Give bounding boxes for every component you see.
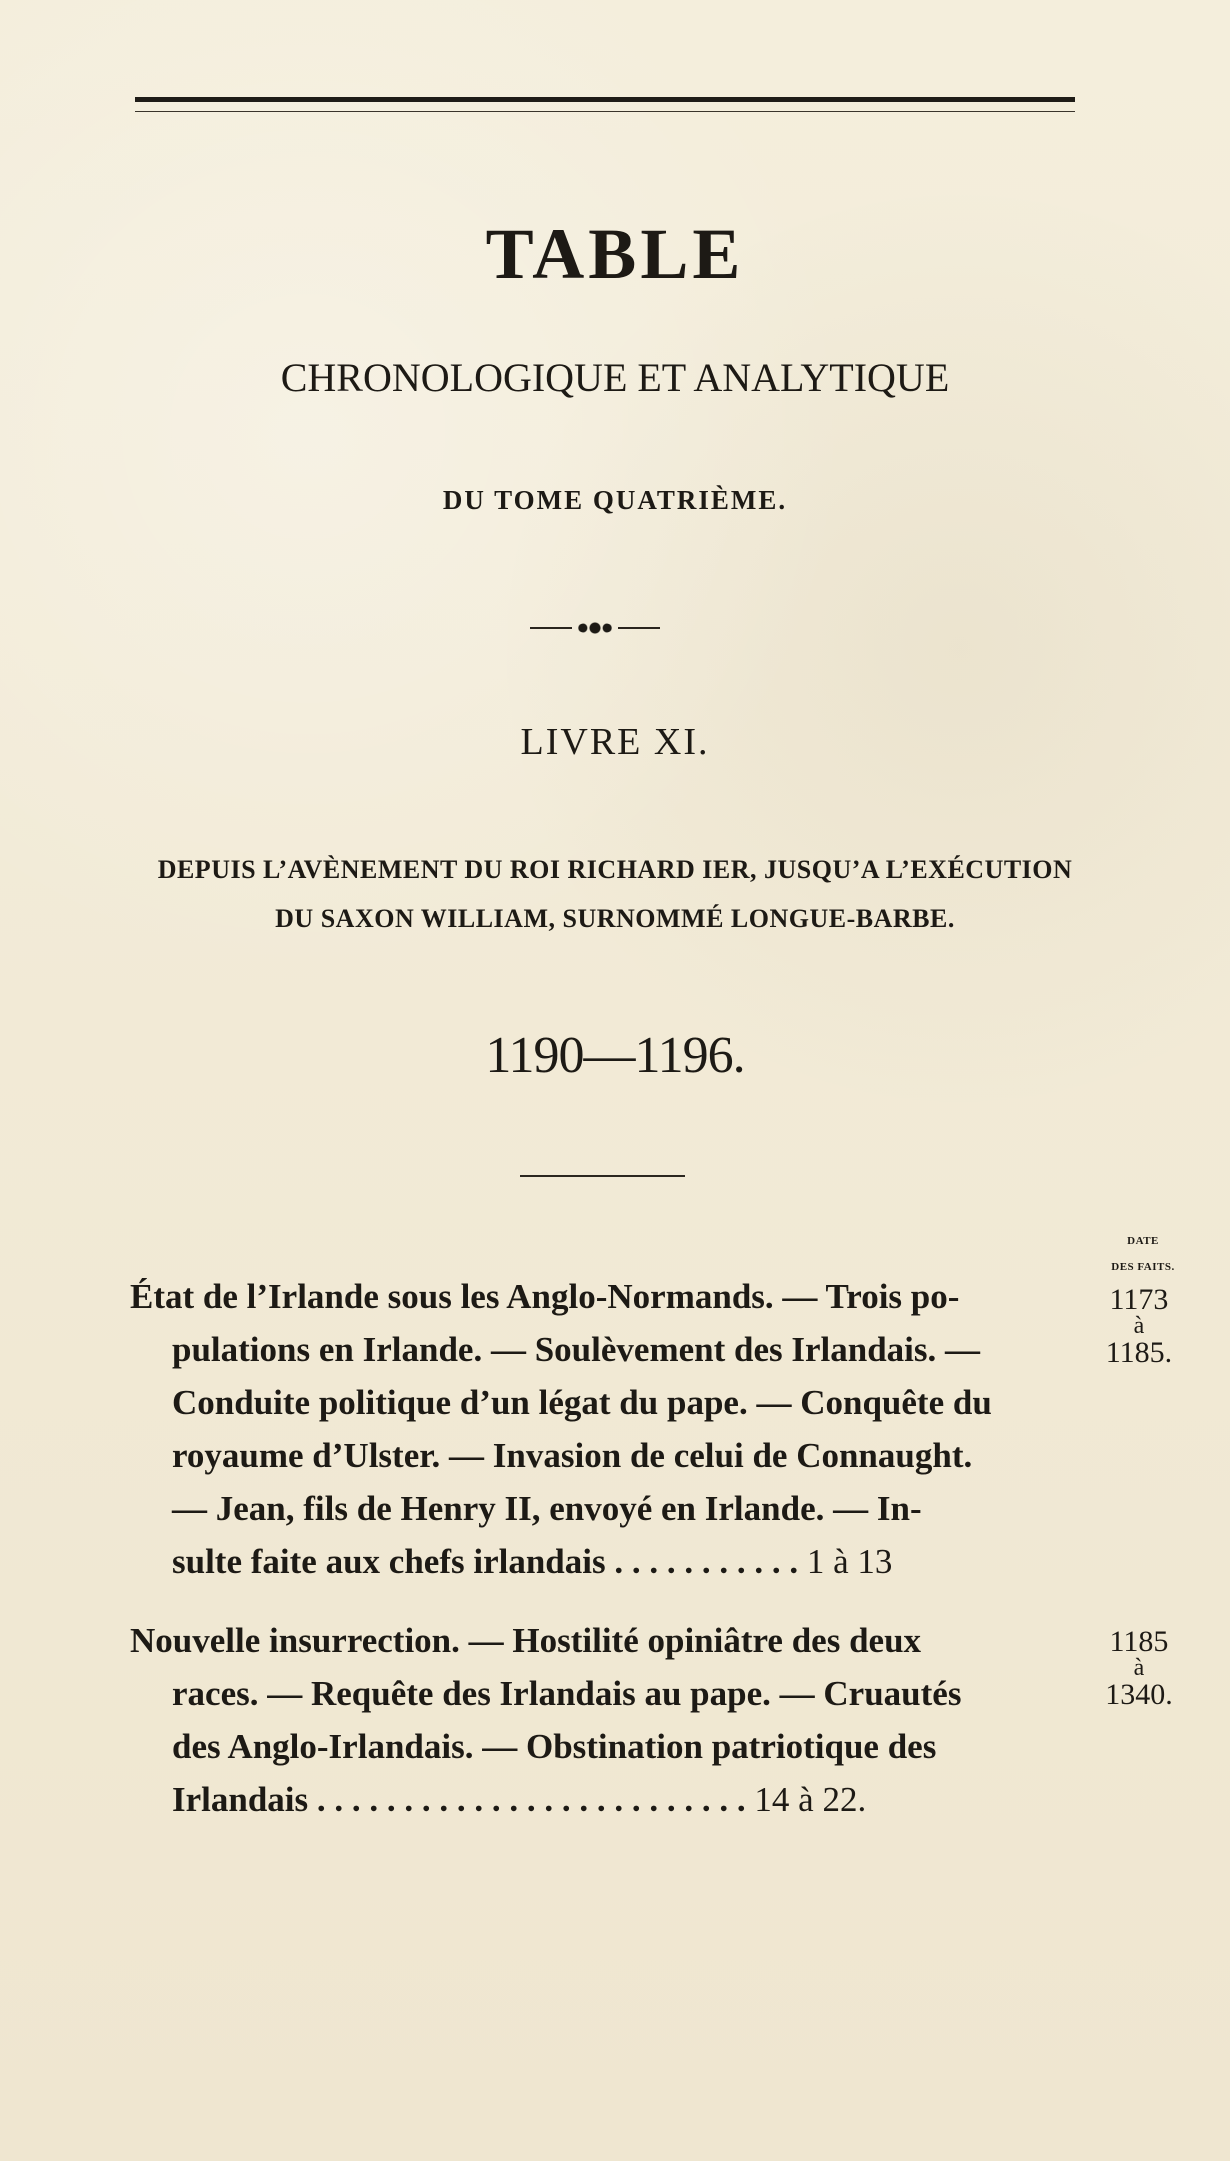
chronological-analytical-subtitle: CHRONOLOGIQUE ET ANALYTIQUE [280, 355, 950, 400]
date-heading-line-one: DATE [1127, 1235, 1159, 1247]
section-divider [520, 1175, 685, 1177]
entry-1-start-date: 1173 [1109, 1283, 1169, 1316]
entry-1-end-date: 1185. [1105, 1336, 1173, 1369]
entry-2-line-2: races. — Requête des Irlandais au pape. — Cruautés [172, 1674, 962, 1713]
entry-2-page-range: 14 à 22. [754, 1780, 867, 1819]
entry-2-line-3: des Anglo-Irlandais. — Obstination patriotique des [172, 1727, 937, 1766]
entry-1-line-2: pulations en Irlande. — Soulèvement des Irlandais. — [172, 1330, 981, 1369]
book-description-line-two: DU SAXON WILLIAM, SURNOMMÉ LONGUE-BARBE. [275, 904, 955, 933]
date-column-heading [1108, 1228, 1178, 1280]
decorative-ornament [530, 622, 660, 634]
book-heading: LIVRE XI. [520, 721, 710, 763]
table-entry-1 [130, 1270, 1080, 1588]
entry-1-line-3: Conduite politique d’un légat du pape. — Conquête du [172, 1383, 992, 1422]
entry-2-end-date: 1340. [1105, 1678, 1173, 1711]
entry-1-line-4: royaume d’Ulster. — Invasion de celui de Connaught. [172, 1436, 973, 1475]
entry-1-page-range: 1 à 13 [806, 1542, 893, 1581]
entry-1-leader-text: sulte faite aux chefs irlandais . . . . . . . . . . . [172, 1542, 799, 1581]
entry-1-date-separator: à [1133, 1313, 1145, 1339]
entry-2-start-date: 1185 [1109, 1625, 1169, 1658]
entry-1-line-5: — Jean, fils de Henry II, envoyé en Irlande. — In- [172, 1489, 922, 1528]
table-entry-2 [130, 1614, 1080, 1826]
book-description-line-one: DEPUIS L’AVÈNEMENT DU ROI RICHARD IER, JUSQU’A L’EXÉCUTION [157, 855, 1073, 884]
year-range: 1190—1196. [485, 1027, 745, 1084]
entry-1-line-1: État de l’Irlande sous les Anglo-Normands. — Trois po- [130, 1277, 960, 1316]
volume-subtitle: DU TOME QUATRIÈME. [442, 485, 788, 515]
entry-2-date-separator: à [1133, 1655, 1145, 1681]
entry-1-line-6 [130, 1535, 1080, 1588]
show-through-background [145, 110, 1175, 1430]
entry-2-line-1: Nouvelle insurrection. — Hostilité opiniâtre des deux [130, 1621, 922, 1660]
entry-2-date-range [1098, 1624, 1180, 1712]
page-title: TABLE [485, 214, 745, 294]
entry-2-leader-text: Irlandais . . . . . . . . . . . . . . . . . . . . . . . . . [172, 1780, 746, 1819]
date-heading-line-two: DES FAITS. [1111, 1261, 1175, 1273]
entry-1-date-range [1098, 1282, 1180, 1370]
top-rule [135, 97, 1075, 112]
entry-2-line-4 [130, 1773, 1080, 1826]
